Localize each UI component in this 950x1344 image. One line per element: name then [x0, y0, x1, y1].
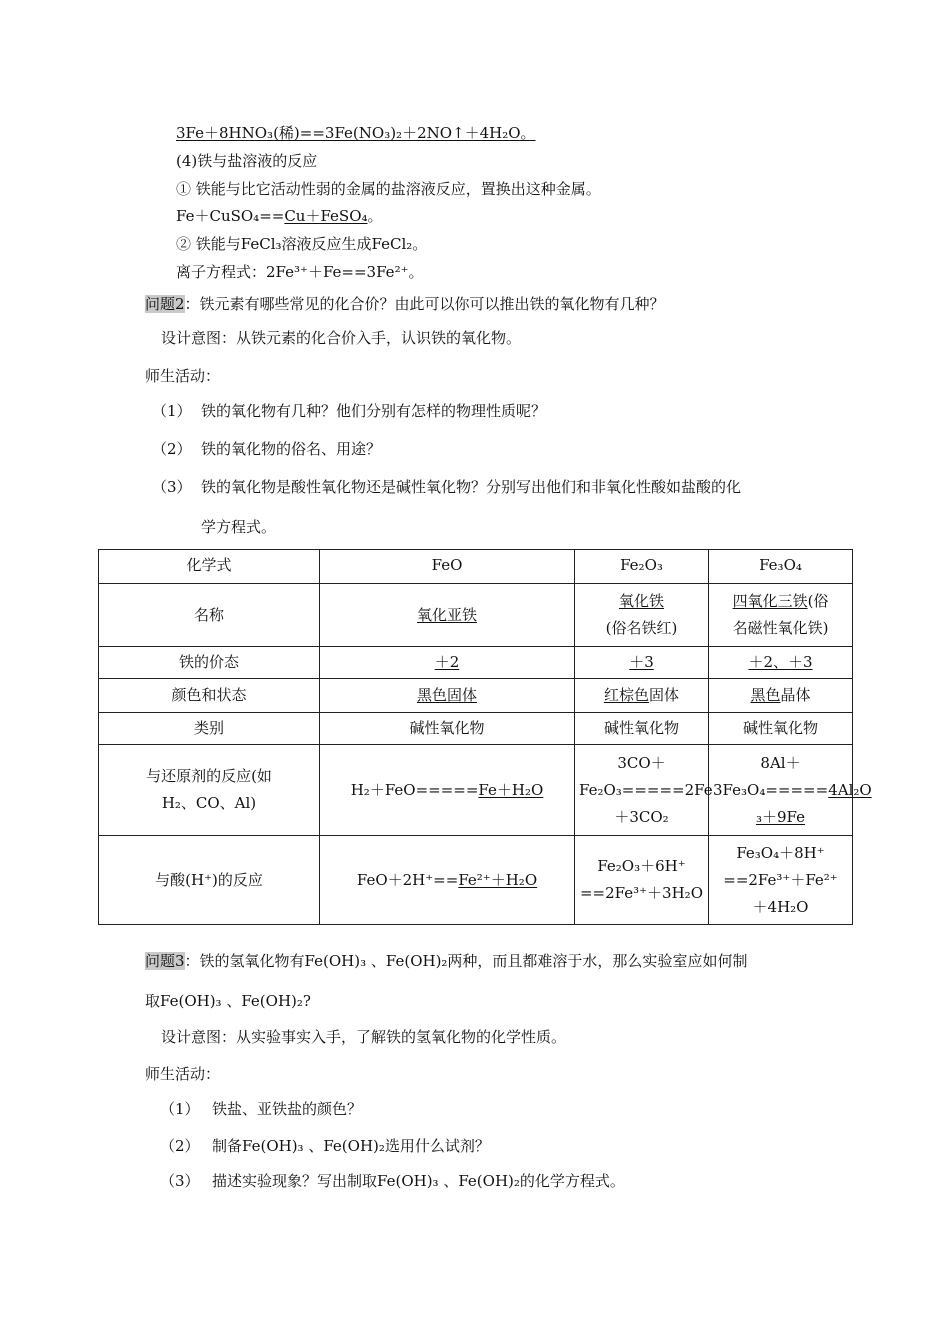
- color-feo: [320, 679, 575, 713]
- row-label-color: 颜色和状态: [99, 679, 320, 713]
- reduction-fe2o3-line3: ＋3CO₂: [614, 807, 669, 826]
- acid-feo-right: Fe²⁺＋H₂O: [458, 870, 538, 889]
- table-row-name: [99, 584, 853, 647]
- row-label-valence: 铁的价态: [99, 647, 320, 679]
- row-label-name: 名称: [99, 584, 320, 647]
- color-feo-text: 黑色固体: [416, 686, 477, 704]
- question-2-text: ：铁元素有哪些常见的化合价？由此可以你可以推出铁的氧化物有几种？: [184, 295, 665, 313]
- question-3-continued: 取Fe(OH)₃ 、Fe(OH)₂?: [145, 992, 311, 1010]
- reduction-feo-left: H₂＋FeO=====: [350, 780, 479, 799]
- table-header-row: [99, 550, 853, 584]
- reduction-fe2o3-line1: 3CO＋: [617, 753, 666, 772]
- reduction-fe2o3: [575, 745, 713, 836]
- q3-item-3-text: 描述实验现象？写出制取Fe(OH)₃ 、Fe(OH)₂的化学方程式。: [212, 1172, 625, 1190]
- name-fe3o4-text: 四氧化三铁: [732, 592, 808, 610]
- question-2-intent: 设计意图：从铁元素的化合价入手，认识铁的氧化物。: [161, 329, 522, 347]
- table-row-color: [99, 679, 853, 713]
- color-fe3o4-underlined: 黑色: [750, 686, 781, 704]
- q3-item-1-num: （1）: [160, 1100, 200, 1118]
- acid-fe2o3-line2: ==2Fe³⁺＋3H₂O: [579, 884, 703, 902]
- q2-item-1-text: 铁的氧化物有几种？他们分别有怎样的物理性质呢？: [201, 402, 547, 420]
- reduction-label-b: H₂、CO、Al): [161, 794, 257, 812]
- class-fe3o4: 碱性氧化物: [709, 713, 853, 745]
- q3-item-2-text: 制备Fe(OH)₃ 、Fe(OH)₂选用什么试剂？: [212, 1137, 490, 1155]
- question-3-text: ：铁的氢氧化物有Fe(OH)₃ 、Fe(OH)₂两种，而且都难溶于水，那么实验室应如何制: [184, 952, 748, 970]
- cuso4-right: Cu＋FeSO₄: [284, 207, 368, 225]
- name-fe3o4-alias-b: 名磁性氧化铁): [732, 619, 829, 637]
- ionic-eq: 2Fe³⁺＋Fe==3Fe²⁺。: [266, 263, 424, 281]
- question-3-label: 问题3: [145, 952, 185, 970]
- question-2: [145, 294, 665, 314]
- acid-fe3o4-line3: ＋4H₂O: [752, 897, 809, 916]
- name-fe3o4-alias-a: (俗: [807, 592, 829, 610]
- q3-item-2-num: （2）: [160, 1137, 200, 1155]
- reduction-fe3o4-line3: ₃＋9Fe: [755, 807, 806, 826]
- table-row-acid: [99, 836, 853, 925]
- q2-item-2-num: （2）: [152, 440, 192, 458]
- q2-item-3-continued: 学方程式。: [201, 518, 277, 536]
- color-fe2o3-rest: 固体: [649, 686, 680, 704]
- header-formula: 化学式: [99, 550, 320, 584]
- ionic-equation: [176, 262, 424, 282]
- salt-reaction-point-1: ① 铁能与比它活动性弱的金属的盐溶液反应，置换出这种金属。: [176, 180, 601, 198]
- iron-oxides-table: [98, 549, 872, 925]
- question-2-activity: 师生活动：: [145, 367, 221, 385]
- salt-reaction-heading: (4)铁与盐溶液的反应: [176, 152, 318, 170]
- reduction-feo: [320, 745, 575, 836]
- table-row-valence: [99, 647, 853, 679]
- name-fe2o3: [575, 584, 709, 647]
- fe-hno3-equation: 3Fe＋8HNO₃(稀)==3Fe(NO₃)₂＋2NO↑＋4H₂O。: [176, 124, 536, 142]
- cuso4-left: Fe＋CuSO₄==: [176, 207, 285, 225]
- q2-item-1-num: （1）: [152, 402, 192, 420]
- color-fe3o4-rest: 晶体: [780, 686, 811, 704]
- reduction-fe3o4: [709, 745, 872, 836]
- name-fe3o4: [709, 584, 853, 647]
- valence-fe3o4-text: ＋2、＋3: [748, 653, 813, 671]
- row-label-reduction: [99, 745, 320, 836]
- cuso4-end: 。: [367, 207, 383, 225]
- valence-fe2o3-text: ＋3: [629, 653, 654, 671]
- q3-item-3-num: （3）: [160, 1172, 200, 1190]
- reduction-fe3o4-line1: 8Al＋: [760, 753, 801, 772]
- row-label-class: 类别: [99, 713, 320, 745]
- q3-item-1-text: 铁盐、亚铁盐的颜色？: [212, 1100, 363, 1118]
- ionic-label: 离子方程式：: [176, 263, 267, 281]
- salt-reaction-point-2: ② 铁能与FeCl₃溶液反应生成FeCl₂。: [176, 235, 428, 253]
- valence-feo-text: ＋2: [434, 653, 460, 671]
- table-row-reduction: [99, 745, 853, 836]
- question-3: [145, 951, 747, 971]
- valence-fe2o3: [575, 647, 709, 679]
- acid-fe3o4-line2: ==2Fe³⁺＋Fe²⁺: [723, 870, 838, 889]
- q2-item-3-text: 铁的氧化物是酸性氧化物还是碱性氧化物？分别写出他们和非氧化性酸如盐酸的化: [201, 478, 742, 496]
- acid-fe3o4: [709, 836, 853, 925]
- acid-fe2o3: [575, 836, 709, 925]
- header-feo: FeO: [320, 550, 575, 584]
- valence-fe3o4: [709, 647, 853, 679]
- reduction-fe3o4-line2a: 3Fe₃O₄=====: [713, 780, 829, 799]
- color-fe2o3: [575, 679, 709, 713]
- acid-feo: [320, 836, 575, 925]
- question-3-activity: 师生活动：: [145, 1065, 221, 1083]
- reduction-feo-right: Fe＋H₂O: [478, 780, 544, 799]
- acid-feo-left: FeO＋2H⁺==: [356, 870, 459, 889]
- table-row-class: [99, 713, 853, 745]
- header-fe3o4: Fe₃O₄: [709, 550, 853, 584]
- class-fe2o3: 碱性氧化物: [575, 713, 709, 745]
- name-fe2o3-alias: (俗名铁红): [605, 619, 678, 637]
- name-fe2o3-text: 氧化铁: [618, 592, 664, 610]
- reduction-fe3o4-line2b: 4Al₂O: [828, 780, 872, 799]
- class-feo: 碱性氧化物: [320, 713, 575, 745]
- reduction-fe2o3-line2: Fe₂O₃=====2Fe: [579, 780, 713, 799]
- color-fe3o4: [709, 679, 853, 713]
- q2-item-3-num: （3）: [152, 478, 192, 496]
- reduction-label-a: 与还原剂的反应(如: [146, 767, 272, 785]
- name-feo: [320, 584, 575, 647]
- color-fe2o3-underlined: 红棕色: [603, 686, 649, 704]
- question-2-label: 问题2: [145, 295, 185, 313]
- cuso4-equation: [176, 206, 383, 226]
- row-label-acid: 与酸(H⁺)的反应: [99, 836, 320, 925]
- question-3-intent: 设计意图：从实验事实入手，了解铁的氢氧化物的化学性质。: [161, 1028, 567, 1046]
- acid-fe2o3-line1: Fe₂O₃＋6H⁺: [597, 857, 686, 875]
- q2-item-2-text: 铁的氧化物的俗名、用途？: [201, 440, 382, 458]
- acid-fe3o4-line1: Fe₃O₄＋8H⁺: [736, 843, 825, 862]
- name-feo-text: 氧化亚铁: [416, 605, 477, 624]
- header-fe2o3: Fe₂O₃: [575, 550, 709, 584]
- valence-feo: [320, 647, 575, 679]
